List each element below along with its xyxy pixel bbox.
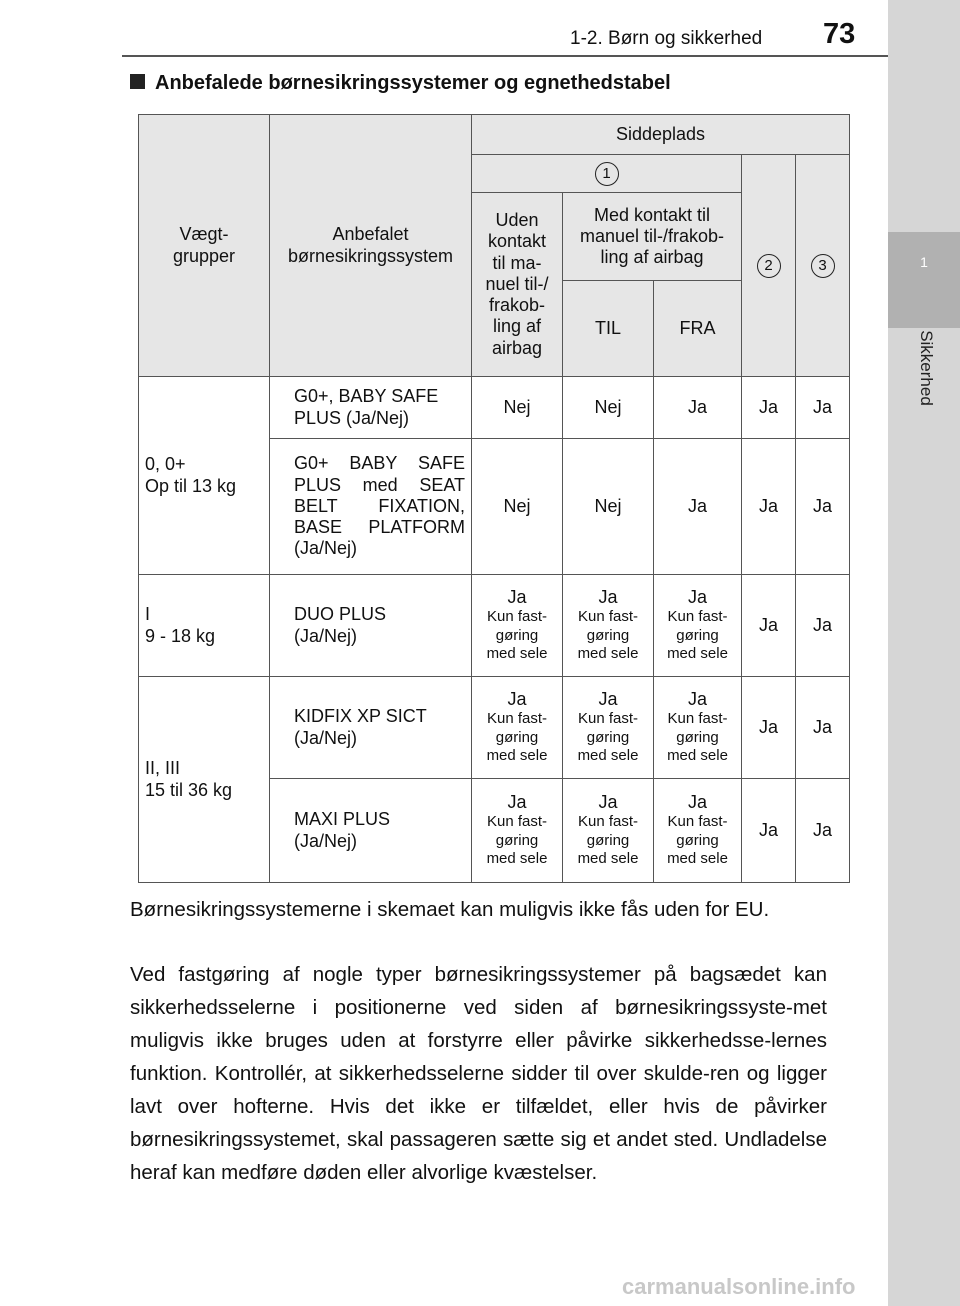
til-header: TIL (563, 281, 654, 377)
cell-value: Ja (742, 575, 796, 677)
cell-value: Ja Kun fast- gøring med sele (563, 779, 654, 883)
chapter-number: 1 (920, 254, 928, 270)
cell-value: Ja Kun fast- gøring med sele (472, 779, 563, 883)
without-contact-header: Uden kontakt til ma- nuel til-/ frakob- ling af airbag (472, 193, 563, 377)
cell-value: Ja Kun fast- gøring med sele (472, 575, 563, 677)
cell-value: Ja (742, 377, 796, 439)
cell-value: Ja (654, 377, 742, 439)
cell-value: Ja Kun fast- gøring med sele (563, 575, 654, 677)
with-contact-header: Med kontakt til manuel til-/frakob- ling af airbag (563, 193, 742, 281)
system-name: G0+ BABY SAFE PLUS med SEAT BELT FIXATION, BASE PLATFORM (Ja/Nej) (270, 439, 472, 575)
section-heading (130, 72, 671, 95)
section-title: 1-2. Børn og sikkerhed (570, 28, 763, 49)
cell-value: Ja (796, 575, 850, 677)
system-name: G0+, BABY SAFE PLUS (Ja/Nej) (270, 377, 472, 439)
table-row (139, 575, 850, 677)
table-row (139, 377, 850, 439)
cell-value: Ja (654, 439, 742, 575)
header-rule (122, 55, 888, 57)
cell-value: Ja Kun fast- gøring med sele (654, 575, 742, 677)
weight-group: II, III 15 til 36 kg (139, 677, 270, 883)
cell-value: Ja (796, 377, 850, 439)
seat3-header (796, 155, 850, 377)
square-bullet-icon (130, 74, 145, 89)
seat-header: Siddeplads (472, 115, 850, 155)
watermark: carmanualsonline.info (622, 1274, 856, 1299)
weight-group: 0, 0+ Op til 13 kg (139, 377, 270, 575)
system-name: DUO PLUS (Ja/Nej) (270, 575, 472, 677)
cell-value: Nej (563, 377, 654, 439)
system-name: MAXI PLUS (Ja/Nej) (270, 779, 472, 883)
chapter-label: Sikkerhed (917, 330, 936, 406)
seat3-number: 3 (811, 254, 835, 278)
cell-value: Ja (796, 677, 850, 779)
system-name: KIDFIX XP SICT (Ja/Nej) (270, 677, 472, 779)
cell-value: Ja (742, 779, 796, 883)
chapter-tab[interactable] (888, 232, 960, 328)
cell-value: Ja Kun fast- gøring med sele (563, 677, 654, 779)
table-row (139, 677, 850, 779)
cell-value: Ja Kun fast- gøring med sele (654, 677, 742, 779)
col-system-header: Anbefalet børnesikringssystem (270, 115, 472, 377)
seat2-number: 2 (757, 254, 781, 278)
cell-value: Ja Kun fast- gøring med sele (654, 779, 742, 883)
cell-value: Nej (472, 377, 563, 439)
seat1-header (472, 155, 742, 193)
sidebar (888, 0, 960, 1306)
cell-value: Ja Kun fast- gøring med sele (472, 677, 563, 779)
cell-value: Nej (472, 439, 563, 575)
suitability-table (138, 114, 850, 883)
heading-text: Anbefalede børnesikringssystemer og egnethedstabel (155, 72, 671, 94)
seat2-header (742, 155, 796, 377)
paragraph-availability: Børnesikringssystemerne i skemaet kan muligvis ikke fås uden for EU. (130, 898, 770, 921)
cell-value: Ja (742, 677, 796, 779)
cell-value: Nej (563, 439, 654, 575)
cell-value: Ja (742, 439, 796, 575)
cell-value: Ja (796, 439, 850, 575)
page-number: 73 (823, 18, 856, 50)
fra-header: FRA (654, 281, 742, 377)
col-weight-header: Vægt- grupper (139, 115, 270, 377)
cell-value: Ja (796, 779, 850, 883)
paragraph-warning: Ved fastgøring af nogle typer børnesikringssystemer på bagsædet kan sikkerhedsselerne i positionerne ved siden af børnesikringssyste-met muligvis ikke bruges uden at forstyrre eller påvirke sikkerhedsse-lernes funktion. Kontrollér, at sikkerhedsselerne sidder til over skulde-ren og ligger lavt over hofterne. Hvis det ikke er tilfældet, eller hvis de påvirker børnesikringssystemet, skal passageren sætte sig et andet sted. Undladelse heraf kan medføre døden eller alvorlige kvæstelser. (130, 963, 827, 1184)
weight-group: I 9 - 18 kg (139, 575, 270, 677)
seat1-number: 1 (595, 162, 619, 186)
